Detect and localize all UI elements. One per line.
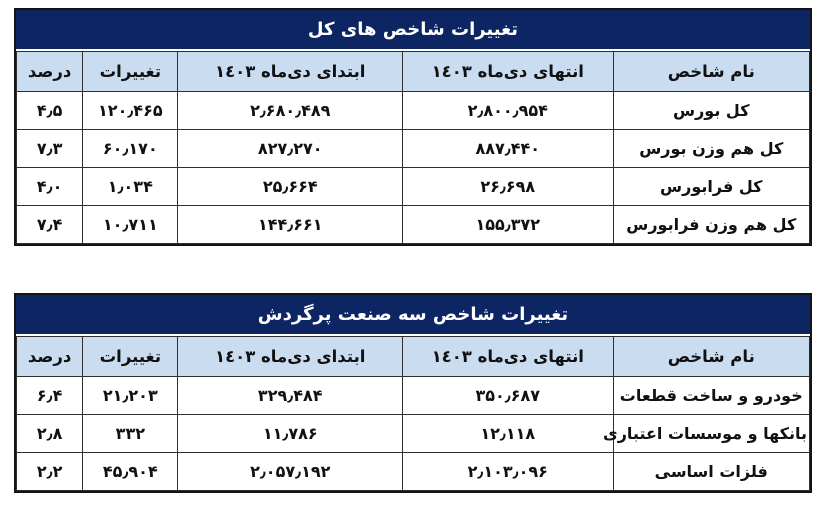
value-month-start: ۲٫۰۵۷٫۱۹۲ <box>178 453 403 491</box>
header-cell-percent: درصد <box>17 337 83 377</box>
table-row <box>17 415 810 453</box>
table-title-top-industries: تغییرات شاخص سه صنعت پرگردش <box>16 295 810 336</box>
row-label: کل هم وزن بورس <box>613 130 809 168</box>
table-title-total-indices: تغییرات شاخص های کل <box>16 10 810 51</box>
table-row <box>17 453 810 491</box>
value-month-start: ۸۲۷٫۲۷۰ <box>178 130 403 168</box>
table-row <box>17 168 810 206</box>
value-change: ۱٫۰۳۴ <box>83 168 178 206</box>
value-month-start: ۱۱٫۷۸۶ <box>178 415 403 453</box>
value-month-start: ۲۵٫۶۶۴ <box>178 168 403 206</box>
value-change: ۳۳۲ <box>83 415 178 453</box>
total-indices-grid <box>16 51 810 244</box>
value-percent: ۴٫۰ <box>17 168 83 206</box>
header-cell-month-end: انتهای دی‌ماه ١٤٠٣ <box>403 52 614 92</box>
value-month-end: ۱۵۵٫۳۷۲ <box>403 206 614 244</box>
row-label: بانکها و موسسات اعتباری <box>613 415 809 453</box>
header-cell-change: تغییرات <box>83 52 178 92</box>
table-row <box>17 92 810 130</box>
value-percent: ۲٫۸ <box>17 415 83 453</box>
header-cell-percent: درصد <box>17 52 83 92</box>
value-change: ۶۰٫۱۷۰ <box>83 130 178 168</box>
header-cell-index-name: نام شاخص <box>613 337 809 377</box>
table-total-indices <box>14 8 812 246</box>
value-percent: ۷٫۴ <box>17 206 83 244</box>
value-month-end: ۳۵۰٫۶۸۷ <box>403 377 614 415</box>
value-change: ۱۰٫۷۱۱ <box>83 206 178 244</box>
table-row <box>17 206 810 244</box>
value-percent: ۷٫۳ <box>17 130 83 168</box>
value-month-start: ۲٫۶۸۰٫۴۸۹ <box>178 92 403 130</box>
value-change: ۴۵٫۹۰۴ <box>83 453 178 491</box>
table-row <box>17 377 810 415</box>
value-month-start: ۱۴۴٫۶۶۱ <box>178 206 403 244</box>
top-industries-grid <box>16 336 810 491</box>
header-row <box>17 52 810 92</box>
value-month-start: ۳۲۹٫۴۸۴ <box>178 377 403 415</box>
header-cell-month-start: ابتدای دی‌ماه ١٤٠٣ <box>178 52 403 92</box>
header-cell-index-name: نام شاخص <box>613 52 809 92</box>
row-label: کل هم وزن فرابورس <box>613 206 809 244</box>
value-month-end: ۱۲٫۱۱۸ <box>403 415 614 453</box>
header-cell-month-end: انتهای دی‌ماه ١٤٠٣ <box>403 337 614 377</box>
value-month-end: ۲٫۱۰۳٫۰۹۶ <box>403 453 614 491</box>
table-row <box>17 130 810 168</box>
value-percent: ۴٫۵ <box>17 92 83 130</box>
row-label: کل بورس <box>613 92 809 130</box>
value-month-end: ۲۶٫۶۹۸ <box>403 168 614 206</box>
header-cell-change: تغییرات <box>83 337 178 377</box>
value-percent: ۲٫۲ <box>17 453 83 491</box>
value-month-end: ۲٫۸۰۰٫۹۵۴ <box>403 92 614 130</box>
table-top-industries <box>14 293 812 493</box>
row-label: کل فرابورس <box>613 168 809 206</box>
value-change: ۲۱٫۲۰۳ <box>83 377 178 415</box>
header-row <box>17 337 810 377</box>
row-label: خودرو و ساخت قطعات <box>613 377 809 415</box>
header-cell-month-start: ابتدای دی‌ماه ١٤٠٣ <box>178 337 403 377</box>
row-label: فلزات اساسی <box>613 453 809 491</box>
value-percent: ۶٫۴ <box>17 377 83 415</box>
value-change: ۱۲۰٫۴۶۵ <box>83 92 178 130</box>
value-month-end: ۸۸۷٫۴۴۰ <box>403 130 614 168</box>
